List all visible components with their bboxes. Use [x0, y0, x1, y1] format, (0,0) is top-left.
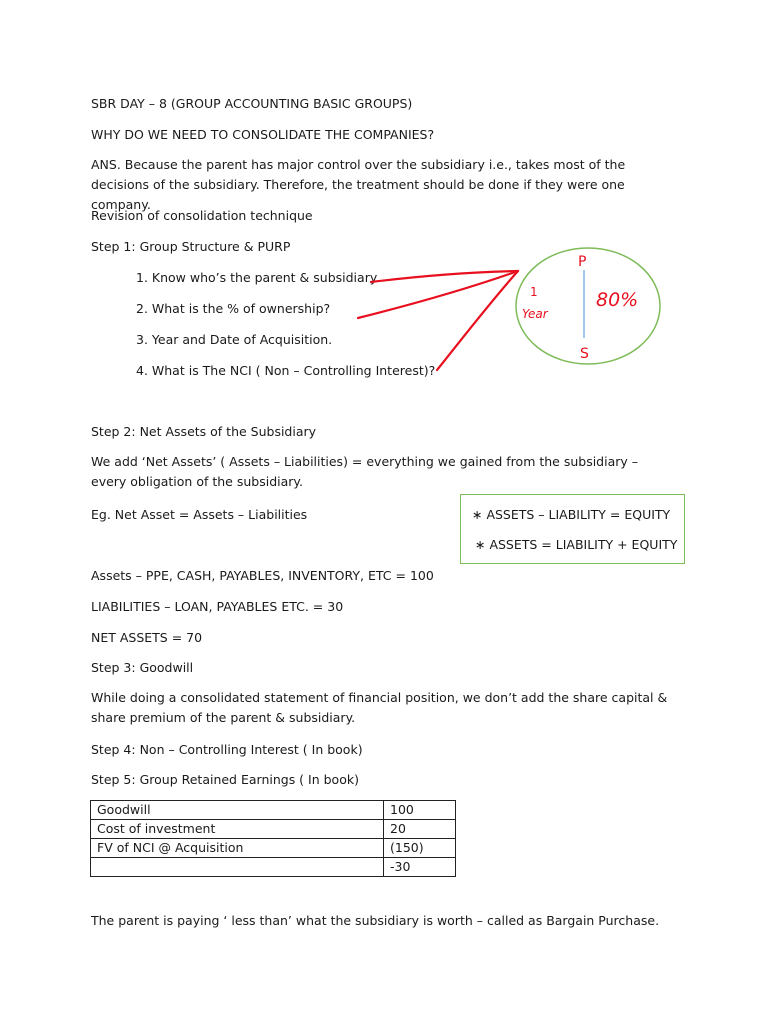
- step1-heading: Step 1: Group Structure & PURP: [91, 239, 291, 254]
- year-mark: 1: [530, 285, 538, 299]
- answer-paragraph: ANS. Because the parent has major control over the subsidiary i.e., takes most of the decisions of the subsidiary. Therefore, the treatment should be done if they were one company.: [91, 157, 626, 212]
- conclusion-text: The parent is paying ‘ less than’ what the subsidiary is worth – called as Bargain Purchase.: [91, 913, 660, 928]
- table-row: [91, 839, 456, 858]
- table-row: [91, 820, 456, 839]
- step2-paragraph: We add ‘Net Assets’ ( Assets – Liabilities) = everything we gained from the subsidiary – every obligation of the subsidiary.: [91, 454, 639, 489]
- table-cell-value: -30: [384, 858, 456, 877]
- document-title: SBR DAY – 8 (GROUP ACCOUNTING BASIC GROUPS): [91, 96, 413, 111]
- table-cell-value: 20: [384, 820, 456, 839]
- table-cell-label: [91, 858, 384, 877]
- table-cell-label: FV of NCI @ Acquisition: [91, 839, 384, 858]
- step4-heading: Step 4: Non – Controlling Interest ( In book): [91, 742, 363, 757]
- net-assets-line: NET ASSETS = 70: [91, 630, 203, 645]
- table-row: [91, 858, 456, 877]
- table-cell-label: Cost of investment: [91, 820, 384, 839]
- subsidiary-label: S: [580, 346, 589, 362]
- table-cell-value: 100: [384, 801, 456, 820]
- table-cell-value: (150): [384, 839, 456, 858]
- revision-heading: Revision of consolidation technique: [91, 208, 313, 223]
- question-heading: WHY DO WE NEED TO CONSOLIDATE THE COMPANIES?: [91, 127, 435, 142]
- table-row: [91, 801, 456, 820]
- goodwill-table: [90, 800, 456, 877]
- equation-2: ∗ ASSETS = LIABILITY + EQUITY: [475, 537, 678, 552]
- equation-1: ∗ ASSETS – LIABILITY = EQUITY: [472, 507, 671, 522]
- parent-label: P: [578, 254, 587, 270]
- assets-line: Assets – PPE, CASH, PAYABLES, INVENTORY, ETC = 100: [91, 568, 434, 583]
- step1-item-4: 4. What is The NCI ( Non – Controlling Interest)?: [136, 363, 436, 378]
- step1-item-1: 1. Know who’s the parent & subsidiary: [136, 270, 378, 285]
- equation-box: [460, 494, 685, 564]
- table-cell-label: Goodwill: [91, 801, 384, 820]
- step5-heading: Step 5: Group Retained Earnings ( In book): [91, 772, 359, 787]
- step1-item-3: 3. Year and Date of Acquisition.: [136, 332, 333, 347]
- step2-heading: Step 2: Net Assets of the Subsidiary: [91, 424, 317, 439]
- net-asset-example: Eg. Net Asset = Assets – Liabilities: [91, 507, 308, 522]
- step3-heading: Step 3: Goodwill: [91, 660, 194, 675]
- step1-item-2: 2. What is the % of ownership?: [136, 301, 331, 316]
- year-label: Year: [522, 307, 548, 321]
- liabilities-line: LIABILITIES – LOAN, PAYABLES ETC. = 30: [91, 599, 344, 614]
- ownership-percent: 80%: [596, 289, 639, 311]
- step3-paragraph: While doing a consolidated statement of financial position, we don’t add the share capital & share premium of the parent & subsidiary.: [91, 690, 668, 725]
